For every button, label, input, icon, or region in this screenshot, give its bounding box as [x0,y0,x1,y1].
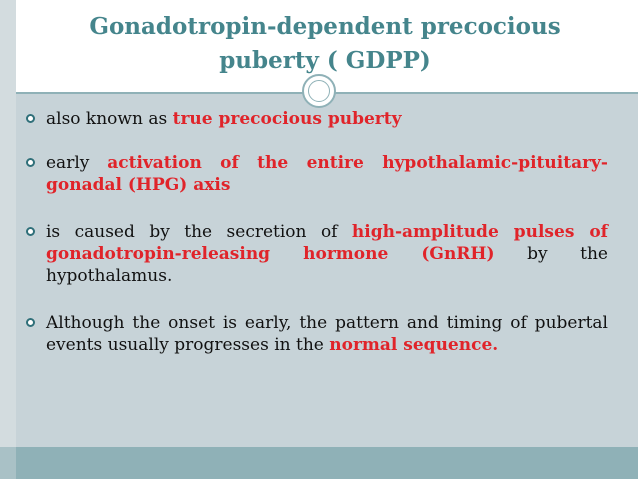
bullet-highlight: true precocious puberty [172,109,402,129]
bullet-item [24,152,608,196]
bottom-corner-block [0,447,16,479]
circle-ornament-icon [302,74,336,108]
bullet-text: is caused by the secretion of [46,222,352,242]
bullet-item [24,221,608,287]
bullet-text: also known as [46,109,173,129]
bullet-highlight: high-amplitude pulses of gonadotropin-releasing hormone (GnRH) [46,222,608,264]
bullet-list [24,108,608,381]
left-accent-bar [0,0,16,479]
bullet-text: early [46,153,108,173]
bullet-text: by the hypothalamus. [46,244,608,286]
bullet-text: Although the onset is early, the pattern and timing of pubertal events usually progresses in the [46,313,608,355]
bottom-accent-bar [0,447,638,479]
slide-title: Gonadotropin-dependent precocious puberty ( GDPP) [89,13,561,74]
bullet-item [24,312,608,356]
bullet-highlight: normal sequence. [329,335,499,355]
bullet-highlight: activation of the entire hypothalamic-pituitary-gonadal (HPG) axis [46,153,608,195]
bullet-item [24,108,608,130]
